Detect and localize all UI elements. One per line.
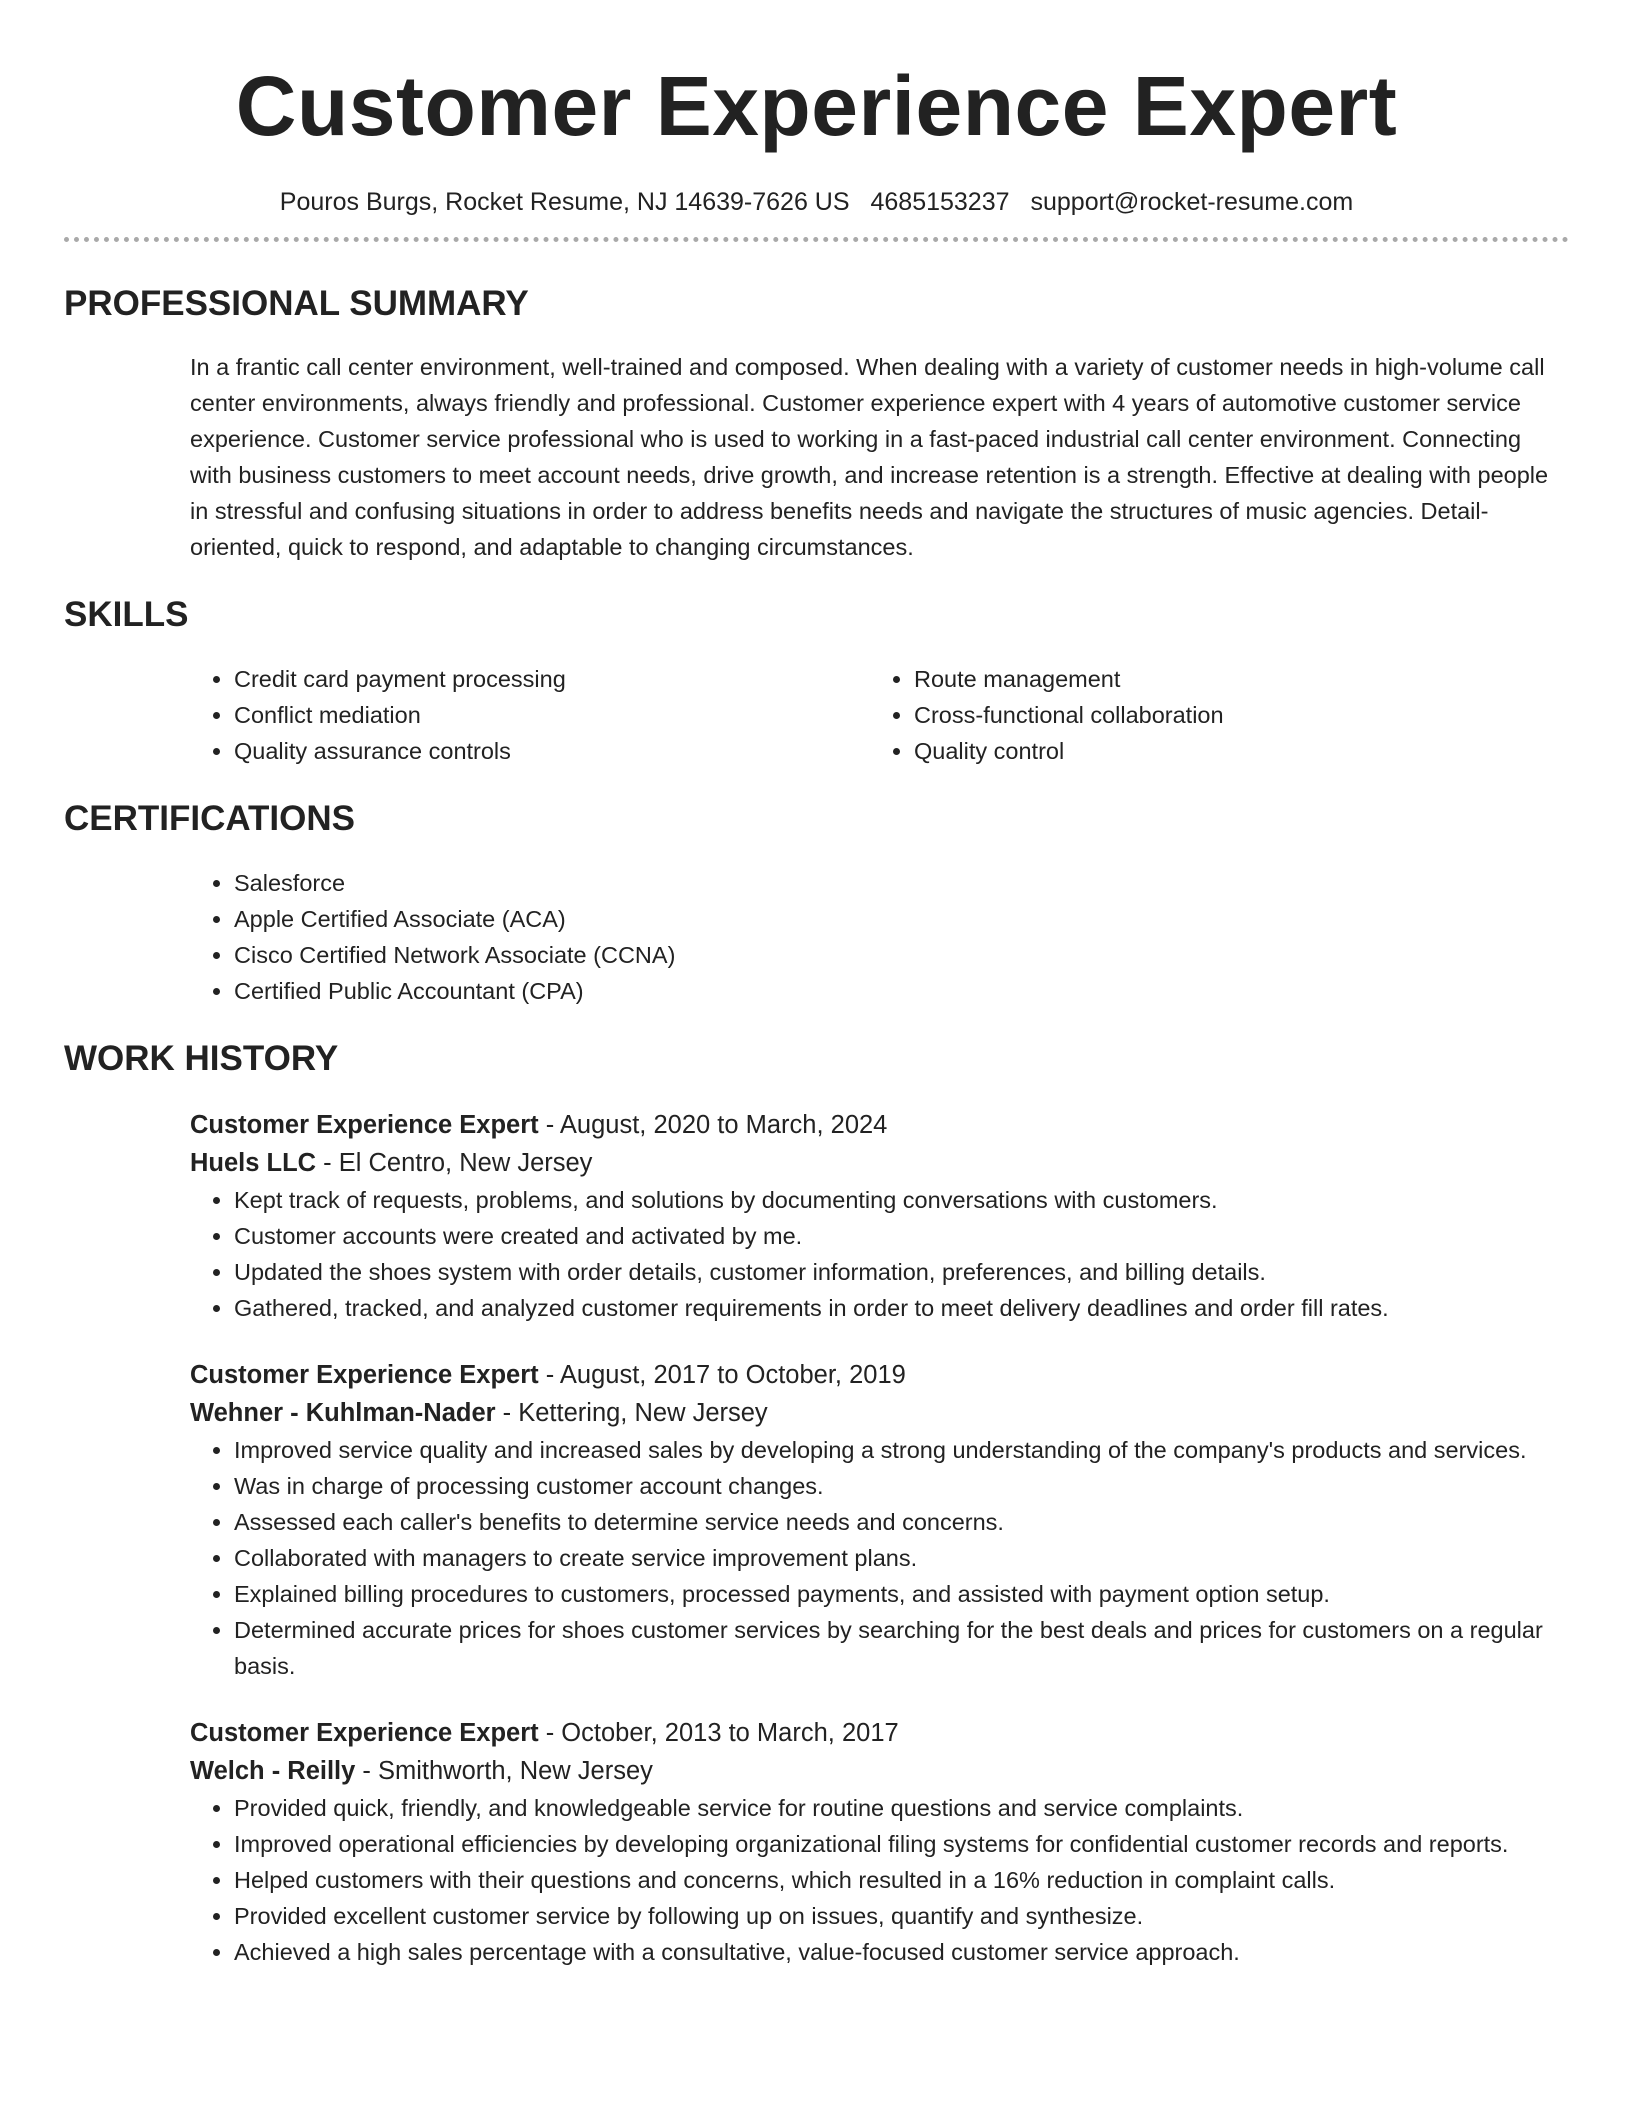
job-company: Huels LLC — [190, 1149, 317, 1177]
skill-item: • Conflict mediation — [234, 697, 870, 733]
job-location: - Kettering, New Jersey — [495, 1399, 768, 1427]
skills-list-right — [870, 661, 1550, 769]
job-bullet: • Collaborated with managers to create service improvement plans. — [234, 1540, 1569, 1576]
summary-heading: PROFESSIONAL SUMMARY — [64, 284, 529, 323]
certifications-block — [190, 865, 1569, 1009]
job-bullet: • Improved operational efficiencies by developing organizational filing systems for confidential customer records and reports. — [234, 1826, 1569, 1862]
job-entry — [190, 1714, 1569, 1970]
job-bullet: • Helped customers with their questions and concerns, which resulted in a 16% reduction in complaint calls. — [234, 1862, 1569, 1898]
header-divider — [64, 237, 1569, 242]
job-bullets — [190, 1790, 1569, 1970]
job-bullet: • Determined accurate prices for shoes customer services by searching for the best deals and prices for customers on a regular basis. — [234, 1612, 1569, 1684]
job-title-line — [190, 1356, 1569, 1394]
job-title-line — [190, 1714, 1569, 1752]
job-bullet: • Kept track of requests, problems, and solutions by documenting conversations with customers. — [234, 1182, 1569, 1218]
skill-item: • Quality control — [914, 733, 1550, 769]
job-dates: - August, 2020 to March, 2024 — [538, 1111, 888, 1139]
summary-text: In a frantic call center environment, well-trained and composed. When dealing with a variety of customer needs in high-volume call center environments, always friendly and professional. Customer experience expert with 4 years of automotive customer service experience. Customer service professional who is used to working in a fast-paced industrial call center environment. Connecting with business customers to meet account needs, drive growth, and increase retention is a strength. Effective at dealing with people in stressful and confusing situations in order to address benefits needs and navigate the structures of music agencies. Detail-oriented, quick to respond, and adaptable to changing circumstances. — [190, 354, 1549, 560]
job-company-line — [190, 1144, 1569, 1182]
job-role: Customer Experience Expert — [190, 1719, 539, 1747]
job-entry — [190, 1106, 1569, 1326]
job-dates: - October, 2013 to March, 2017 — [538, 1719, 899, 1747]
candidate-name: Customer Experience Expert — [235, 59, 1398, 153]
job-bullet: • Was in charge of processing customer account changes. — [234, 1468, 1569, 1504]
job-bullet: • Customer accounts were created and activated by me. — [234, 1218, 1569, 1254]
resume-page — [64, 0, 1569, 1970]
contact-line — [64, 186, 1569, 218]
skill-item: • Route management — [914, 661, 1550, 697]
job-bullet: • Explained billing procedures to customers, processed payments, and assisted with payment option setup. — [234, 1576, 1569, 1612]
job-bullet: • Gathered, tracked, and analyzed customer requirements in order to meet delivery deadlines and order fill rates. — [234, 1290, 1569, 1326]
skills-heading: SKILLS — [64, 595, 189, 634]
certification-item: • Cisco Certified Network Associate (CCNA) — [234, 937, 1569, 973]
job-role: Customer Experience Expert — [190, 1361, 539, 1389]
skill-item: • Credit card payment processing — [234, 661, 870, 697]
contact-phone: 4685153237 — [870, 188, 1010, 216]
certification-item: • Certified Public Accountant (CPA) — [234, 973, 1569, 1009]
job-bullet: • Provided excellent customer service by following up on issues, quantify and synthesize. — [234, 1898, 1569, 1934]
job-role: Customer Experience Expert — [190, 1111, 539, 1139]
job-company: Wehner - Kuhlman-Nader — [190, 1399, 496, 1427]
skills-grid — [190, 661, 1569, 769]
certification-item: • Apple Certified Associate (ACA) — [234, 901, 1569, 937]
job-dates: - August, 2017 to October, 2019 — [538, 1361, 906, 1389]
certifications-heading: CERTIFICATIONS — [64, 799, 356, 838]
certifications-list — [190, 865, 1569, 1009]
job-bullet: • Assessed each caller's benefits to determine service needs and concerns. — [234, 1504, 1569, 1540]
job-bullet: • Provided quick, friendly, and knowledgeable service for routine questions and service complaints. — [234, 1790, 1569, 1826]
job-bullet: • Improved service quality and increased sales by developing a strong understanding of the company's products and services. — [234, 1432, 1569, 1468]
job-company-line — [190, 1752, 1569, 1790]
job-bullet: • Updated the shoes system with order details, customer information, preferences, and billing details. — [234, 1254, 1569, 1290]
job-entry — [190, 1356, 1569, 1684]
job-company: Welch - Reilly — [190, 1757, 356, 1785]
work-history-heading: WORK HISTORY — [64, 1039, 339, 1078]
skills-list-left — [190, 661, 870, 769]
contact-email: support@rocket-resume.com — [1030, 188, 1354, 216]
job-bullets — [190, 1432, 1569, 1684]
skill-item: • Quality assurance controls — [234, 733, 870, 769]
job-bullet: • Achieved a high sales percentage with a consultative, value-focused customer service approach. — [234, 1934, 1569, 1970]
job-bullets — [190, 1182, 1569, 1326]
certification-item: • Salesforce — [234, 865, 1569, 901]
job-title-line — [190, 1106, 1569, 1144]
skill-item: • Cross-functional collaboration — [914, 697, 1550, 733]
job-company-line — [190, 1394, 1569, 1432]
contact-address: Pouros Burgs, Rocket Resume, NJ 14639-7626 US — [279, 188, 850, 216]
job-location: - Smithworth, New Jersey — [355, 1757, 653, 1785]
job-location: - El Centro, New Jersey — [316, 1149, 593, 1177]
